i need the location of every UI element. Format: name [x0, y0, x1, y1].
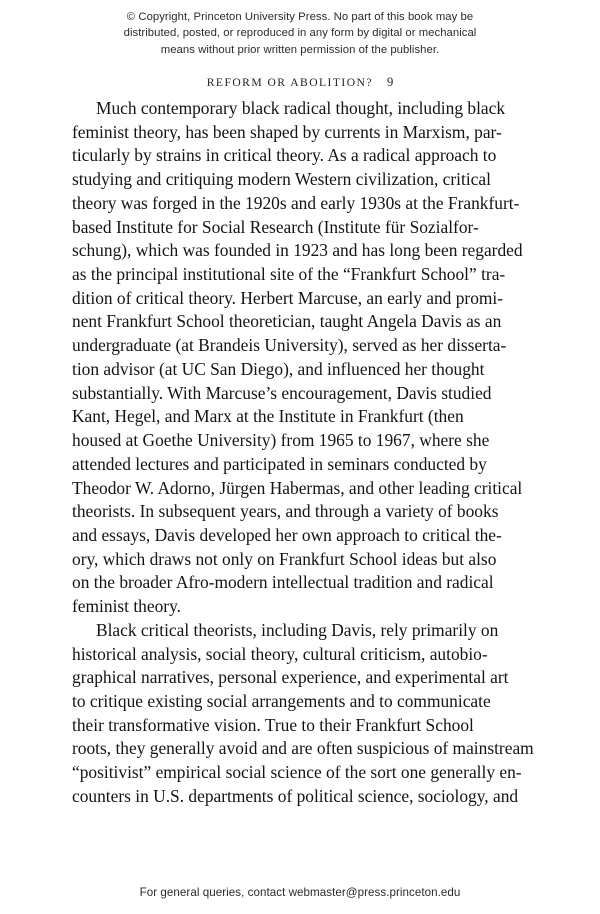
- text-line-content: Much contemporary black radical thought, including black: [96, 98, 506, 118]
- running-head: [0, 75, 600, 90]
- text-line: as the principal institutional site of the “Frankfurt School” tra-: [72, 264, 506, 285]
- text-line: substantially. With Marcuse’s encouragement, Davis studied: [72, 382, 492, 403]
- text-line: on the broader Afro-modern intellectual tradition and radical: [72, 572, 494, 593]
- text-line: studying and critiquing modern Western civilization, critical: [72, 169, 491, 190]
- copyright-notice: [78, 9, 522, 58]
- text-line: theory was forged in the 1920s and early 1930s at the Frankfurt-: [72, 192, 520, 213]
- copyright-line: distributed, posted, or reproduced in any form by digital or mechanical: [123, 27, 477, 40]
- text-line: [72, 97, 516, 121]
- text-line: roots, they generally avoid and are often suspicious of mainstream: [72, 738, 534, 759]
- text-line: ory, which draws not only on Frankfurt School ideas but also: [72, 548, 497, 569]
- text-line: schung), which was founded in 1923 and has long been regarded: [72, 240, 523, 261]
- text-line: nent Frankfurt School theoretician, taught Angela Davis as an: [72, 311, 502, 332]
- text-line: feminist theory.: [72, 596, 181, 617]
- page-body: [72, 97, 534, 809]
- page-number: 9: [386, 75, 394, 89]
- text-line: “positivist” empirical social science of the sort one generally en-: [72, 762, 522, 783]
- text-line: ticularly by strains in critical theory. As a radical approach to: [72, 145, 497, 166]
- text-line: undergraduate (at Brandeis University), served as her disserta-: [72, 335, 507, 356]
- text-line: feminist theory, has been shaped by currents in Marxism, par-: [72, 121, 502, 142]
- text-line: [72, 619, 516, 643]
- text-line: attended lectures and participated in seminars conducted by: [72, 453, 487, 474]
- text-line: graphical narratives, personal experience, and experimental art: [72, 667, 509, 688]
- text-line: tion advisor (at UC San Diego), and influenced her thought: [72, 358, 485, 379]
- copyright-line: means without prior written permission of the publisher.: [160, 43, 440, 56]
- text-line: and essays, Davis developed her own approach to critical the-: [72, 524, 502, 545]
- text-line: to critique existing social arrangements and to communicate: [72, 690, 491, 711]
- text-line: housed at Goethe University) from 1965 to 1967, where she: [72, 430, 490, 451]
- text-line: theorists. In subsequent years, and through a variety of books: [72, 501, 499, 522]
- text-line: based Institute for Social Research (Institute für Sozialfor-: [72, 216, 479, 237]
- text-line: historical analysis, social theory, cultural criticism, autobio-: [72, 643, 488, 664]
- text-line-content: Black critical theorists, including Davis, rely primarily on: [96, 619, 499, 640]
- copyright-line: © Copyright, Princeton University Press. No part of this book may be: [126, 11, 474, 23]
- text-line: counters in U.S. departments of political science, sociology, and: [72, 785, 519, 806]
- body-paragraph: [72, 97, 523, 619]
- text-line: Kant, Hegel, and Marx at the Institute in Frankfurt (then: [72, 406, 464, 427]
- text-line: Theodor W. Adorno, Jürgen Habermas, and other leading critical: [72, 477, 523, 498]
- running-head-title: REFORM OR ABOLITION?: [206, 76, 373, 89]
- text-line: their transformative vision. True to their Frankfurt School: [72, 714, 474, 735]
- footer-query-notice: For general queries, contact webmaster@press.princeton.edu: [139, 886, 461, 899]
- body-paragraph: [72, 619, 534, 809]
- text-line: dition of critical theory. Herbert Marcuse, an early and promi-: [72, 287, 504, 308]
